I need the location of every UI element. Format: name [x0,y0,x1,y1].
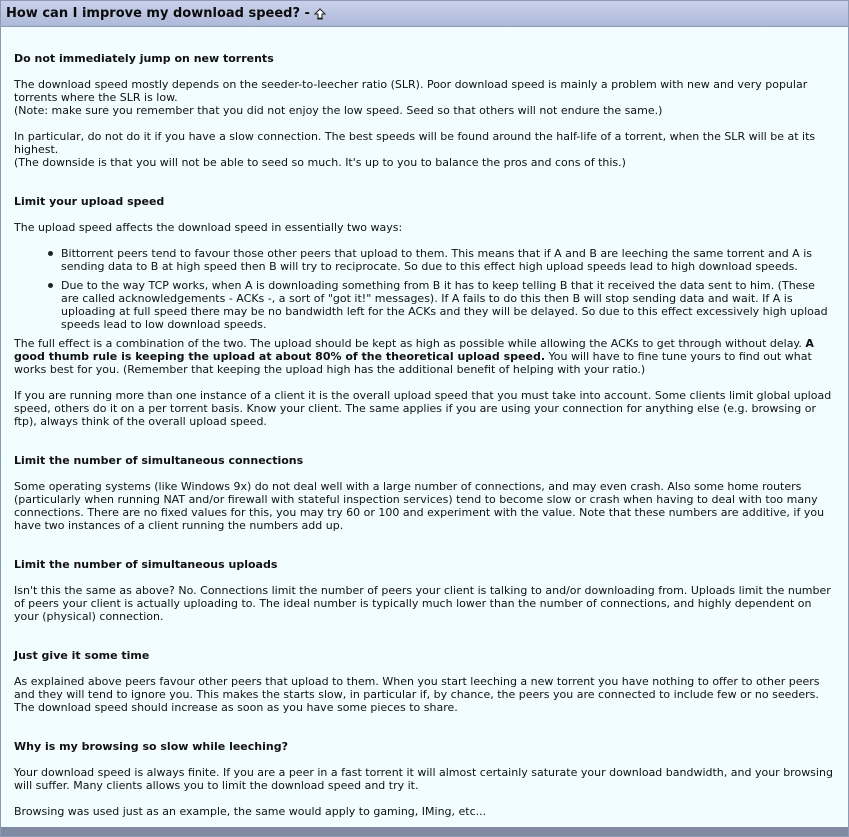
section-title: Why is my browsing so slow while leeching? [14,740,288,753]
section-new-torrents [14,52,836,169]
text: In particular, do not do it if you have a slow connection. The best speeds will be found around the half-life of a torrent, when the SLR will be at its highest. [14,130,816,156]
paragraph: Some operating systems (like Windows 9x) do not deal well with a large number of connections, and may even crash. Also some home routers (particularly when running NAT and/or firewall with stateful inspection services) tend to become slow or crash when having to deal with too many connections. There are no fixed values for this, you may try 60 or 100 and experiment with the value. Note that these numbers are additive, if you have two instances of a client running the numbers add up. [14,480,825,532]
section-uploads [14,558,836,623]
paragraph: If you are running more than one instance of a client it is the overall upload speed that you must take into account. Some clients limit global upload speed, others do it on a per torrent basis. Know your client. The same applies if you are using your connection for anything else (e.g. browsing or ftp), always think of the overall upload speed. [14,389,832,428]
text: (Note: make sure you remember that you did not enjoy the low speed. Seed so that others will not endure the same.) [14,104,663,117]
text: The download speed mostly depends on the seeder-to-leecher ratio (SLR). Poor download speed is mainly a problem with new and very popular torrents where the SLR is low. [14,78,808,104]
paragraph [14,78,836,117]
paragraph: Browsing was used just as an example, the same would apply to gaming, IMing, etc... [14,805,487,818]
section-title: Limit your upload speed [14,195,165,208]
footer-bar [1,827,848,836]
section-title: Do not immediately jump on new torrents [14,52,274,65]
up-arrow-icon[interactable] [314,8,326,20]
faq-header [1,1,848,27]
section-connections [14,454,836,532]
faq-content [1,27,848,818]
section-give-time [14,649,836,714]
section-title: Limit the number of simultaneous uploads [14,558,278,571]
paragraph: Your download speed is always finite. If you are a peer in a fast torrent it will almost certainly saturate your download bandwidth, and your browsing will suffer. Many clients allows you to limit the download speed and try it. [14,766,833,792]
paragraph [14,130,836,169]
section-upload-speed [14,195,836,428]
section-title: Just give it some time [14,649,150,662]
bold-text: A good thumb rule is keeping the upload at about 80% of the theoretical upload speed. [14,337,814,363]
page-title: How can I improve my download speed? - [6,6,310,21]
paragraph: As explained above peers favour other peers that upload to them. When you start leeching a new torrent you have nothing to offer to other peers and they will tend to ignore you. This makes the starts slow, in particular if, by chance, the peers you are connected to include few or no seeders. The download speed should increase as soon as you have some pieces to share. [14,675,820,714]
bullet-list [14,247,836,331]
list-item: Bittorrent peers tend to favour those other peers that upload to them. This means that if A and B are leeching the same torrent and A is sending data to B at high speed then B will try to reciprocate. So due to this effect high upload speeds lead to high download speeds. [61,247,836,273]
section-title: Limit the number of simultaneous connections [14,454,304,467]
section-browsing [14,740,836,818]
paragraph: The upload speed affects the download speed in essentially two ways: [14,221,403,234]
text: The full effect is a combination of the two. The upload should be kept as high as possible while allowing the ACKs to get through without delay. [14,337,802,350]
paragraph [14,337,836,376]
list-item: Due to the way TCP works, when A is downloading something from B it has to keep telling B that it received the data sent to him. (These are called acknowledgements - ACKs -, a sort of "got it!" messages). If A fails to do this then B will stop sending data and wait. If A is uploading at full speed there may be no bandwidth left for the ACKs and they will be delayed. So due to this effect excessively high upload speeds lead to low download speeds. [61,279,836,331]
text: (The downside is that you will not be able to seed so much. It's up to you to balance the pros and cons of this.) [14,156,626,169]
text: You will have to fine tune yours to find out what works best for you. (Remember that keeping the upload high has the additional benefit of helping with your ratio.) [14,350,812,376]
paragraph: Isn't this the same as above? No. Connections limit the number of peers your client is talking to and/or downloading from. Uploads limit the number of peers your client is actually uploading to. The ideal number is typically much lower than the number of connections, and highly dependent on your (physical) connection. [14,584,831,623]
